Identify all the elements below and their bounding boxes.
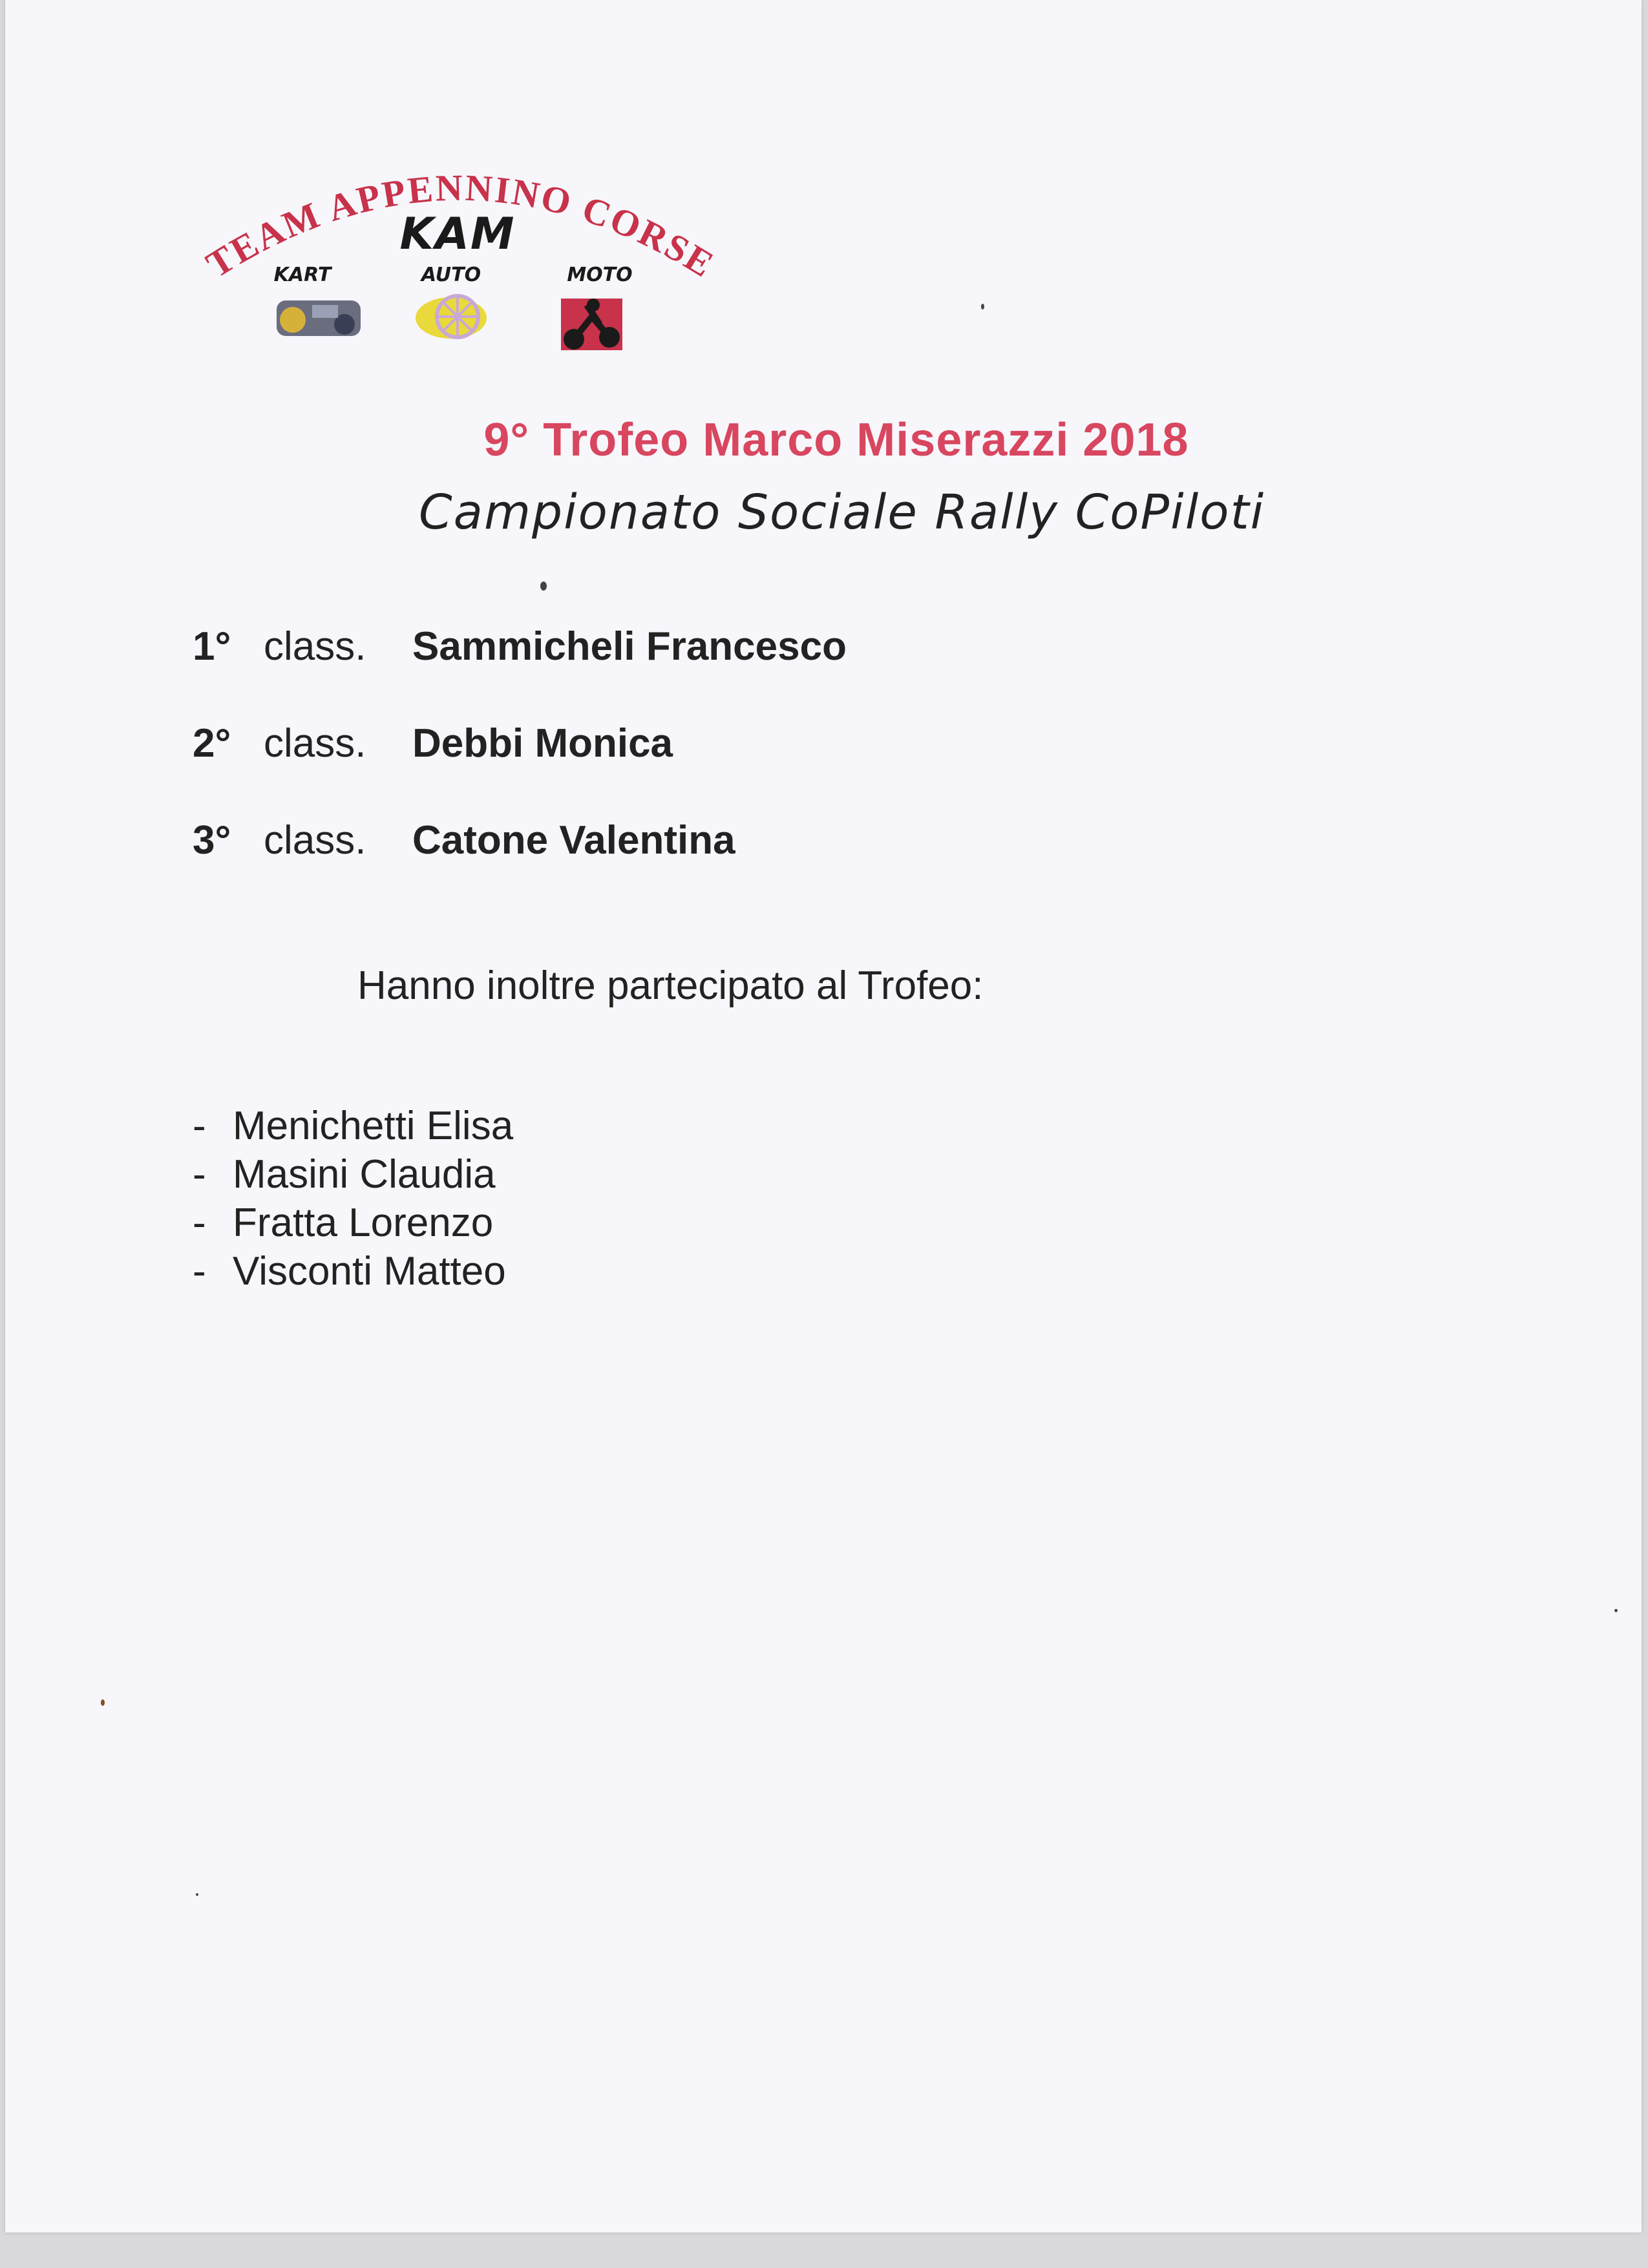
auto-wheel-icon: [416, 296, 487, 339]
participant-name: Masini Claudia: [233, 1152, 496, 1197]
ranking-name: Debbi Monica: [412, 721, 673, 766]
list-bullet: -: [193, 1152, 206, 1197]
ranking-row-2: [193, 720, 673, 766]
participant-name: Fratta Lorenzo: [233, 1201, 494, 1245]
scan-speck: [101, 1699, 105, 1706]
ranking-row-1: [193, 624, 847, 669]
logo-category-auto: AUTO: [421, 264, 481, 286]
ranking-position: 1°: [193, 624, 231, 669]
document-page: [5, 0, 1642, 2232]
ranking-name: Catone Valentina: [412, 818, 735, 863]
list-item: [193, 1102, 513, 1150]
ranking-name: Sammicheli Francesco: [412, 624, 847, 669]
list-bullet: -: [193, 1201, 206, 1245]
list-item: [193, 1199, 513, 1247]
participants-list: [193, 1102, 513, 1296]
list-item: [193, 1150, 513, 1199]
participant-name: Menichetti Elisa: [233, 1104, 514, 1148]
scan-speck: [1614, 1609, 1618, 1612]
ranking-label: class.: [264, 721, 366, 766]
participants-intro: Hanno inoltre partecipato al Trofeo:: [357, 963, 984, 1008]
moto-icon: [561, 299, 622, 350]
list-bullet: -: [193, 1104, 206, 1148]
logo-category-kart: KART: [273, 264, 332, 286]
ranking-label: class.: [264, 624, 366, 669]
logo-arc-text: TEAM APPENNINO CORSE: [198, 166, 723, 286]
ranking-position: 3°: [193, 818, 231, 863]
scan-speck: [540, 582, 547, 591]
list-item: [193, 1247, 513, 1296]
championship-subtitle: Campionato Sociale Rally CoPiloti: [419, 485, 1265, 540]
ranking-row-3: [193, 817, 735, 863]
logo-brand: KAM: [399, 209, 516, 260]
kart-icon: [277, 300, 361, 336]
scan-speck: [981, 304, 984, 310]
scan-speck: [196, 1893, 198, 1896]
team-logo: [186, 155, 755, 362]
participant-name: Visconti Matteo: [233, 1249, 506, 1294]
trophy-title: 9° Trofeo Marco Miserazzi 2018: [483, 414, 1189, 466]
logo-category-moto: MOTO: [567, 264, 633, 286]
list-bullet: -: [193, 1249, 206, 1294]
ranking-position: 2°: [193, 721, 231, 766]
ranking-label: class.: [264, 818, 366, 863]
